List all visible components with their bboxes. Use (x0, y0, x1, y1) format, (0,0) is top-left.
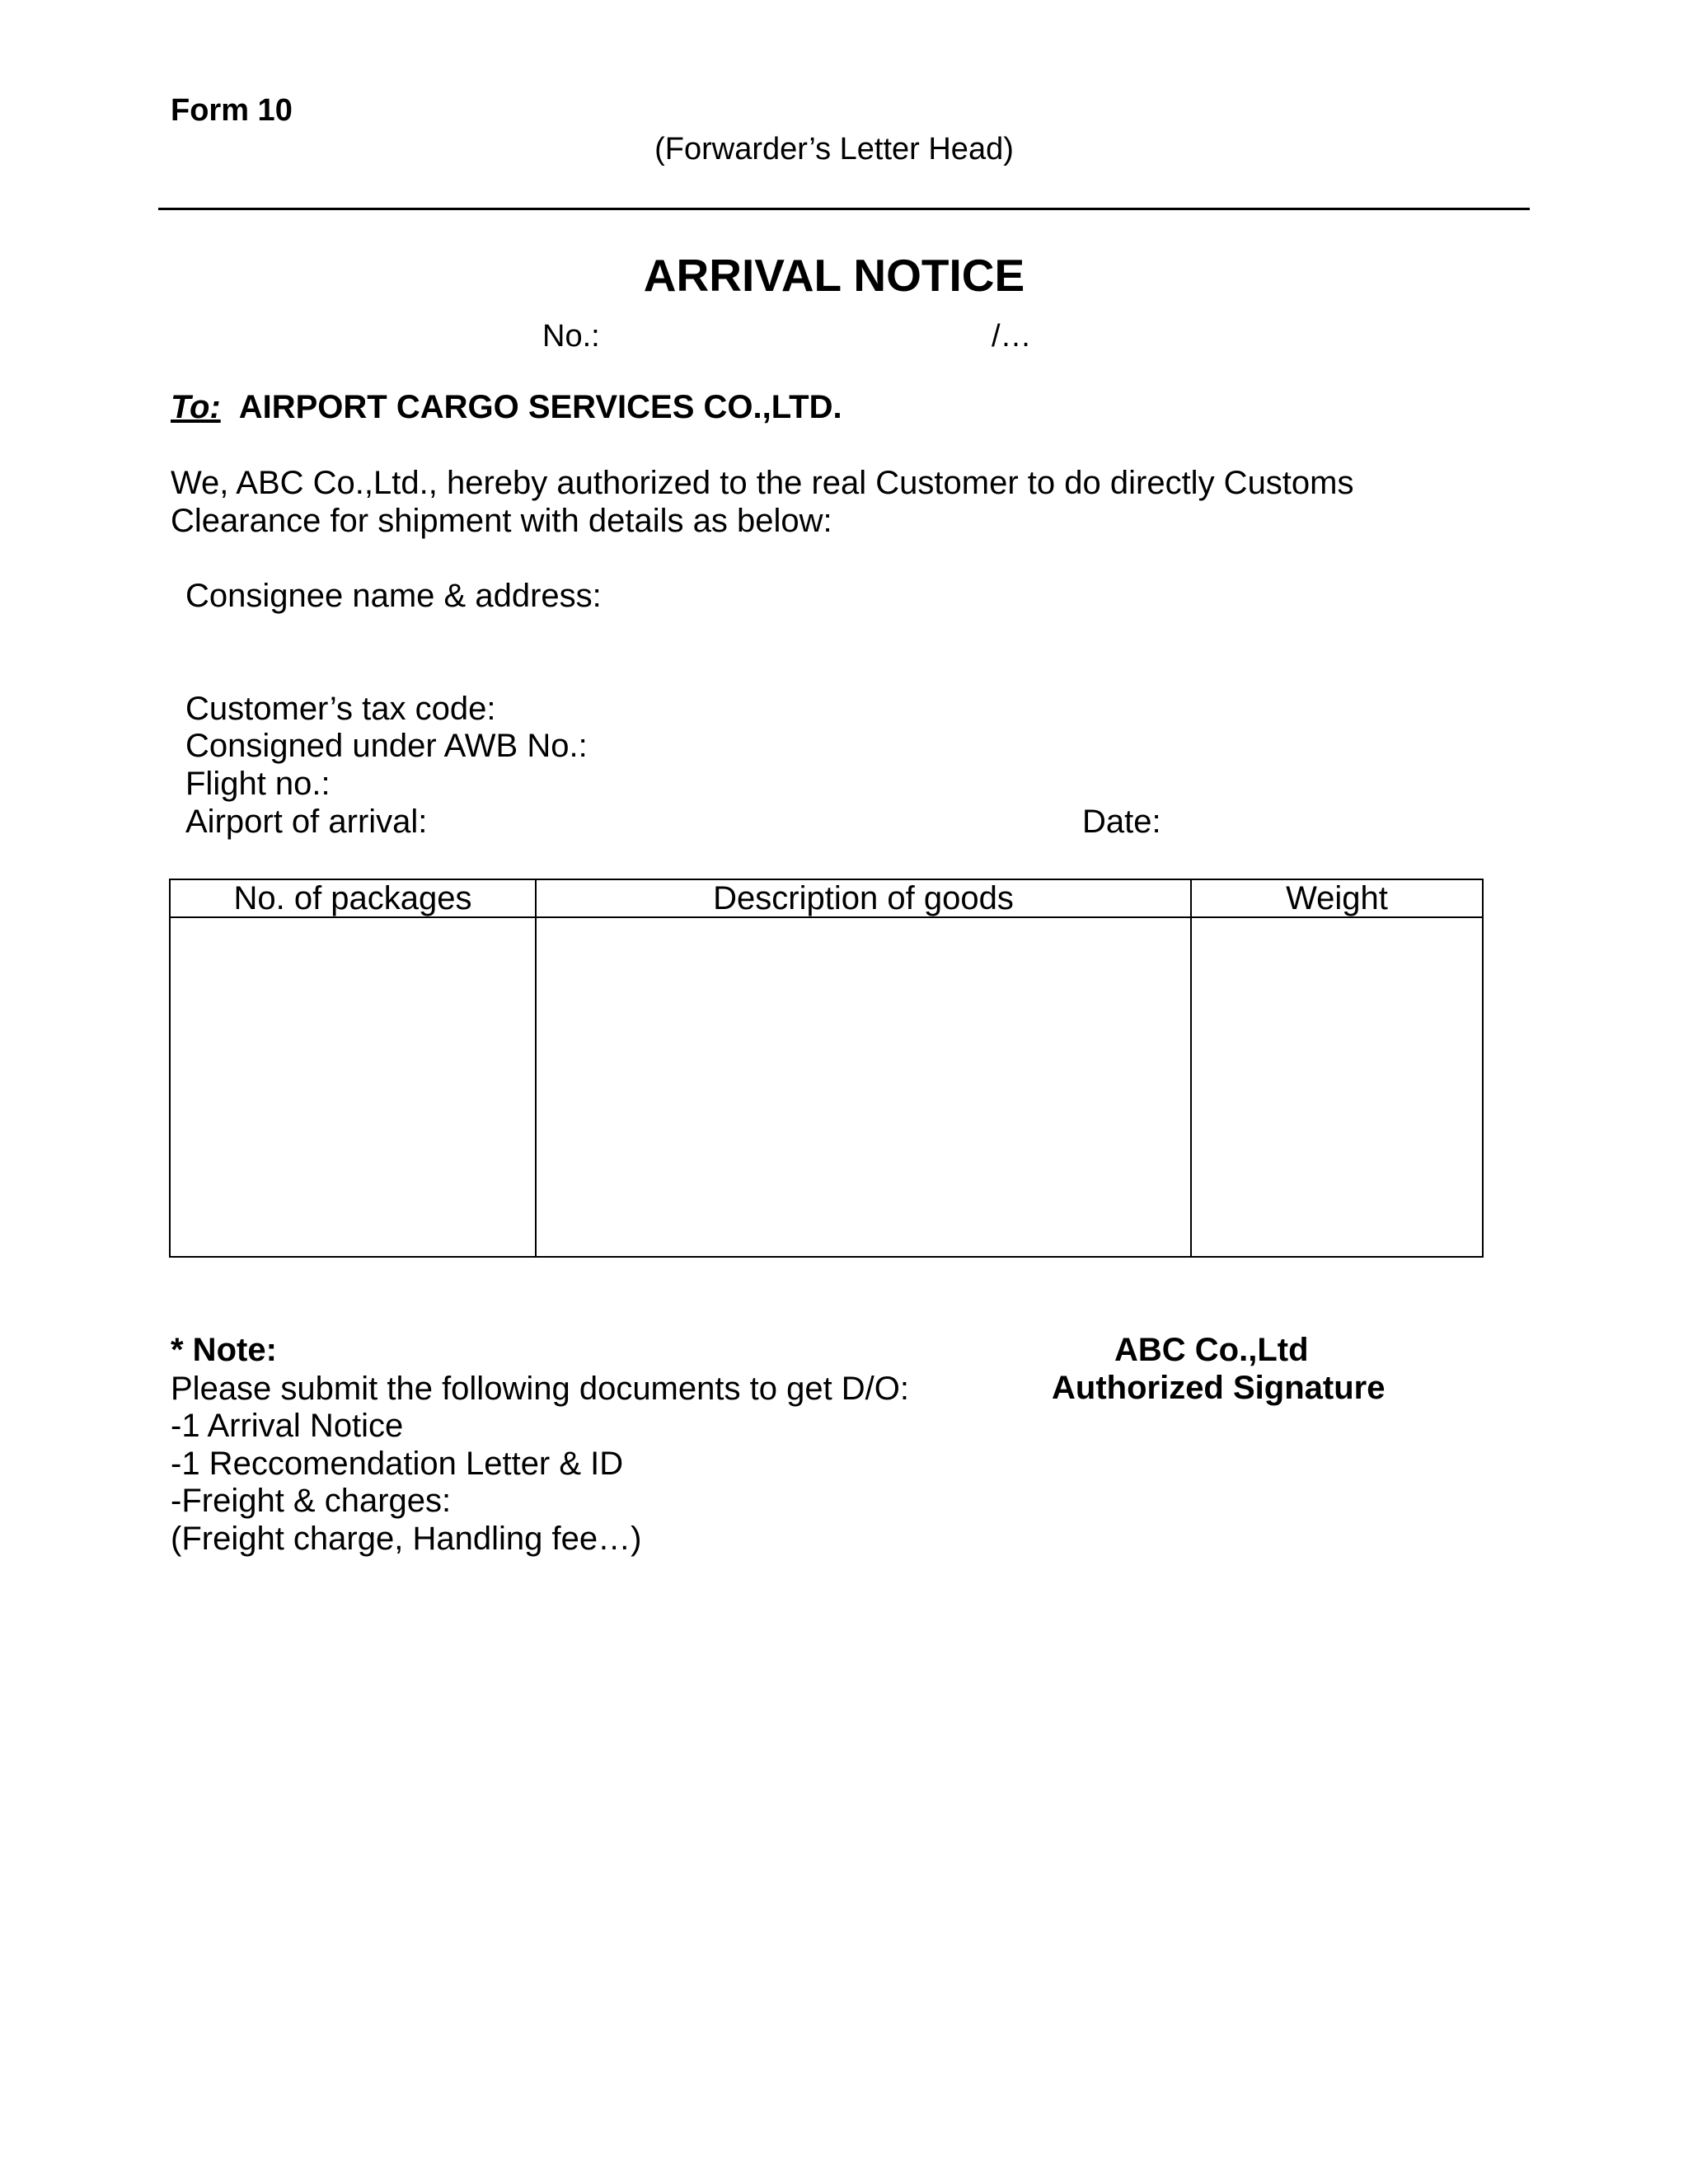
note-heading: * Note: (171, 1332, 277, 1368)
note-line: -Freight & charges: (171, 1483, 452, 1519)
intro-line-2: Clearance for shipment with details as below: (171, 503, 832, 539)
description-cell (536, 917, 1191, 1257)
form-number: Form 10 (171, 93, 293, 128)
table-row (170, 917, 1483, 1257)
column-header-weight: Weight (1191, 879, 1483, 917)
signatory-company: ABC Co.,Ltd (1114, 1332, 1309, 1368)
tax-code-field-label: Customer’s tax code: (185, 691, 496, 727)
note-line: -1 Reccomendation Letter & ID (171, 1446, 624, 1482)
consignee-field-label: Consignee name & address: (185, 578, 602, 614)
awb-field-label: Consigned under AWB No.: (185, 728, 588, 764)
column-header-description: Description of goods (536, 879, 1191, 917)
header-divider (158, 208, 1530, 210)
note-line: (Freight charge, Handling fee…) (171, 1521, 642, 1557)
addressee-line (171, 389, 842, 426)
flight-field-label: Flight no.: (185, 766, 331, 802)
addressee-name: AIRPORT CARGO SERVICES CO.,LTD. (238, 389, 842, 425)
packages-cell (170, 917, 536, 1257)
notice-number-label: No.: (542, 319, 600, 354)
addressee-label: To: (171, 389, 221, 425)
goods-table-header-row (170, 879, 1483, 917)
goods-table (169, 879, 1484, 1258)
letterhead-placeholder: (Forwarder’s Letter Head) (654, 132, 1014, 166)
date-field-label: Date: (1082, 804, 1161, 840)
document-title: ARRIVAL NOTICE (643, 250, 1025, 301)
notice-number-suffix: /… (992, 319, 1032, 354)
intro-line-1: We, ABC Co.,Ltd., hereby authorized to the real Customer to do directly Customs (171, 465, 1354, 501)
authorized-signature-label: Authorized Signature (1052, 1370, 1386, 1406)
weight-cell (1191, 917, 1483, 1257)
note-line: Please submit the following documents to get D/O: (171, 1371, 910, 1407)
note-line: -1 Arrival Notice (171, 1408, 404, 1444)
airport-field-label: Airport of arrival: (185, 804, 428, 840)
column-header-packages: No. of packages (170, 879, 536, 917)
